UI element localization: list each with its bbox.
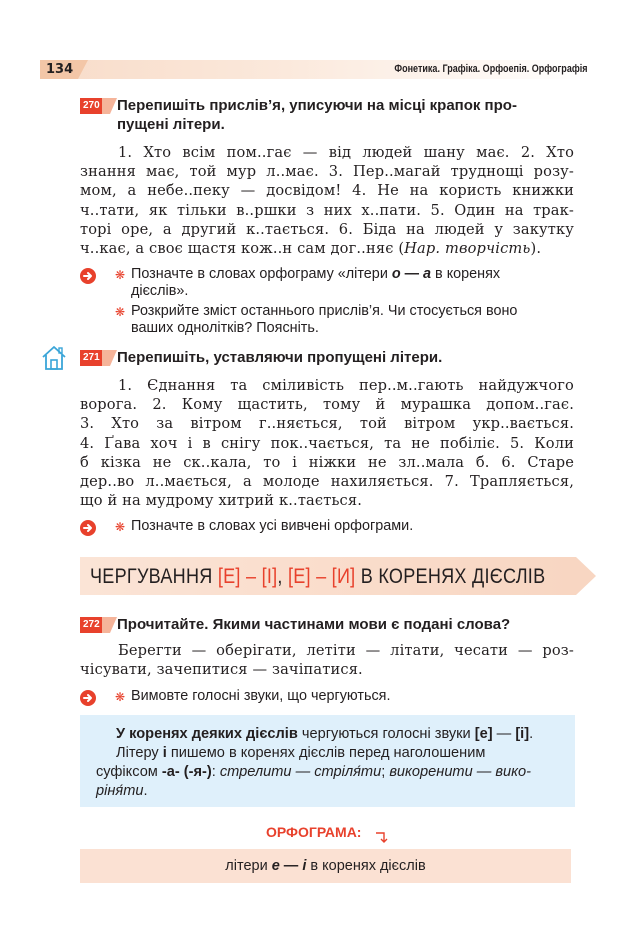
arrow-right-icon [80,268,96,284]
arrow-right-icon [80,690,96,706]
asterisk-icon: ❋ [115,305,126,319]
orthogram-label: ОРФОГРАМА: [266,824,362,840]
rule-text: У коренях деяких дієслів чергуються голосні звуки [е] — [і]. Літеру і пишемо в коренях дієслів перед наголошеним суфіксом -а- (-я-): стрелити — стріля́ти; викоренити — вико- ріня́ти. [96,726,534,799]
task-271-text: 1. Єднання та сміливість пер..м..гають найдужчого ворога. 2. Кому щастить, тому й мурашка допом..гає. 3. Хто за вітром г..няється, той вітром укр..вається. 4. Ґава хоч і в снігу пок..чається, та не побіліє. 5. Коли б кізка не ск..кала, то і ніжки не зл..мала б. 6. Старе дер..во л..мається, а молоде нахиляється. 7. Трапляється, що й на мудрому хитрий к..тається. [80,377,574,510]
asterisk-icon: ❋ [115,690,126,704]
task-270-title: Перепишіть прислів’я, уписуючи на місці крапок про- пущені літери. [117,97,517,133]
home-icon [40,344,68,372]
orthogram-box: літери е — і в коренях дієслів [80,849,571,883]
header-title: Фонетика. Графіка. Орфоепія. Орфографія [393,63,587,75]
asterisk-icon: ❋ [115,268,126,282]
page-number: 134 [40,60,78,79]
task-270-bullet-1: Позначте в словах орфограму «літери о — а в коренях дієслів». [131,266,501,299]
source-note: Нар. творчість [404,240,531,258]
arrow-down-icon [375,829,389,845]
task-270-text: 1. Хто всім пом..гає — від людей шану має. 2. Хто знання має, той мур л..має. 3. Пер..магай труднощі розу- мом, а небе..пеку — досвідом! 4. Не на користь книжки ч..тати, як тільки в..ршки з них х..пати. 5. Один на трак- торі оре, а другий к..тається. 6. Біда на людей у закутку ч..кає, а своє щастя кож..н сам дог..няє (Нар. творчість). [80,144,574,258]
task-271-title: Перепишіть, уставляючи пропущені літери. [117,349,443,366]
task-270-bullet-2: Розкрийте зміст останнього прислів’я. Чи стосується воно ваших однолітків? Поясніть. [131,303,518,336]
task-271-badge: 271 [80,350,110,366]
task-272-bullet: Вимовте голосні звуки, що чергуються. [131,688,391,704]
task-270-badge: 270 [80,98,110,114]
task-271-bullet: Позначте в словах усі вивчені орфограми. [131,518,414,534]
task-272-badge: 272 [80,617,110,633]
arrow-right-icon [80,520,96,536]
asterisk-icon: ❋ [115,520,126,534]
section-title: ЧЕРГУВАННЯ [Е] – [І], [Е] – [И] В КОРЕНЯХ ДІЄСЛІВ [90,565,546,588]
task-272-title: Прочитайте. Якими частинами мови є подані слова? [117,616,511,633]
task-272-text: Берегти — оберігати, летіти — літати, чесати — роз- чісувати, зачепитися — зачіпатися. [80,642,574,679]
